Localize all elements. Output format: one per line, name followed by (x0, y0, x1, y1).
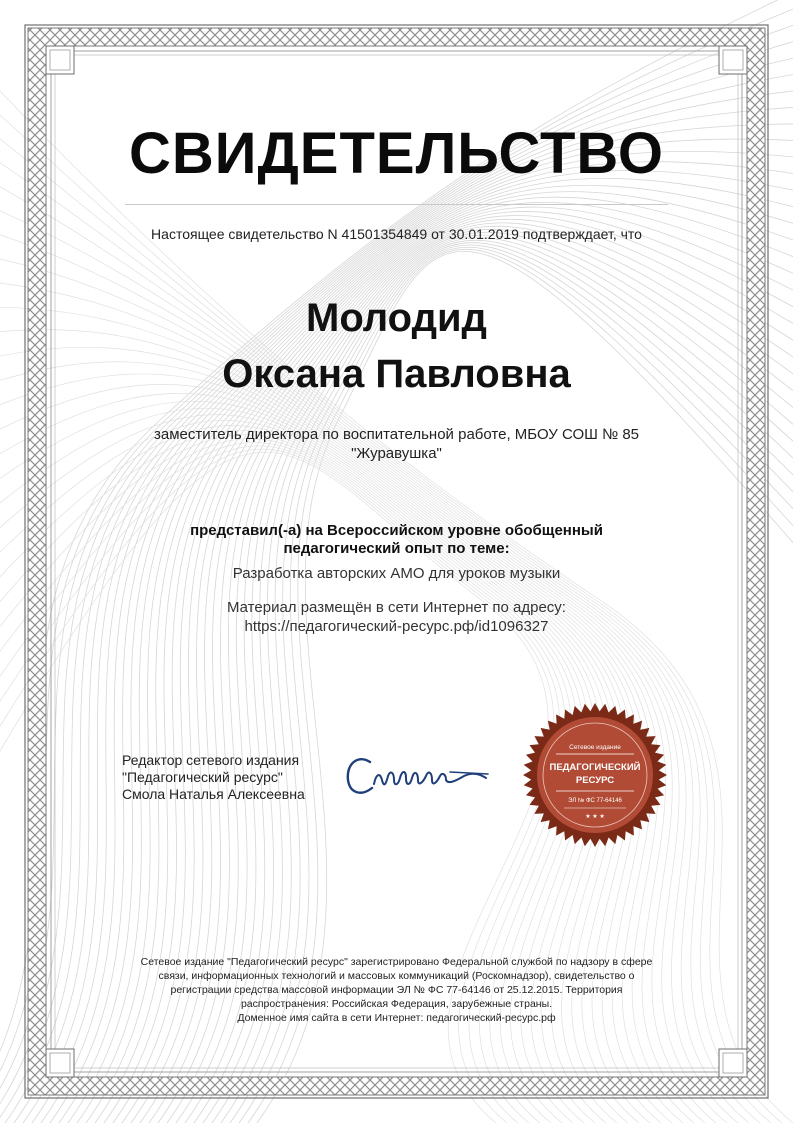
seal-stars: ★ ★ ★ (585, 814, 605, 820)
recipient-given-names: Оксана Павловна (222, 352, 571, 396)
recipient-surname: Молодид (306, 296, 487, 340)
footer-line: Сетевое издание "Педагогический ресурс" зарегистрировано Федеральной службой по надзору в сфере (140, 956, 653, 968)
footer-line: распространения: Российская Федерация, зарубежные страны. (240, 998, 553, 1010)
statement-line: представил(-а) на Всероссийском уровне обобщенный (190, 522, 603, 539)
registration-footer (115, 955, 678, 1025)
title-divider (125, 204, 668, 205)
editor-name: Смола Наталья Алексеевна (122, 786, 305, 802)
editor-block (122, 752, 362, 803)
work-topic: Разработка авторских АМО для уроков музыки (232, 565, 561, 582)
certificate-title: СВИДЕТЕЛЬСТВО (129, 121, 664, 186)
seal-title-line1: ПЕДАГОГИЧЕСКИЙ (549, 762, 641, 773)
material-url: https://педагогический-ресурс.рф/id1096327 (244, 618, 549, 635)
certificate-statement (150, 522, 643, 558)
seal-registration: ЭЛ № ФС 77-64146 (568, 798, 622, 804)
certificate-intro: Настоящее свидетельство N 41501354849 от 30.01.2019 подтверждает, что (151, 226, 642, 242)
footer-line: Доменное имя сайта в сети Интернет: педагогический-ресурс.рф (237, 1012, 556, 1024)
editor-signature (340, 740, 500, 810)
position-line: "Журавушка" (351, 445, 442, 462)
seal-title-line2: РЕСУРС (575, 775, 615, 786)
footer-line: регистрации средства массовой информации ЭЛ № ФС 77-64146 от 25.12.2015. Территория (170, 984, 623, 996)
position-line: заместитель директора по воспитательной работе, МБОУ СОШ № 85 (153, 426, 640, 443)
publication-seal (520, 697, 670, 852)
editor-publication: "Педагогический ресурс" (122, 769, 283, 785)
recipient-position (130, 425, 663, 463)
statement-line: педагогический опыт по теме: (283, 540, 510, 557)
material-location (0, 598, 793, 636)
material-label: Материал размещён в сети Интернет по адресу: (227, 599, 566, 616)
editor-role: Редактор сетевого издания (122, 752, 300, 768)
footer-line: связи, информационных технологий и массовых коммуникаций (Роскомнадзор), свидетельство о (158, 970, 635, 982)
seal-top-text: Сетевое издание (569, 744, 621, 751)
